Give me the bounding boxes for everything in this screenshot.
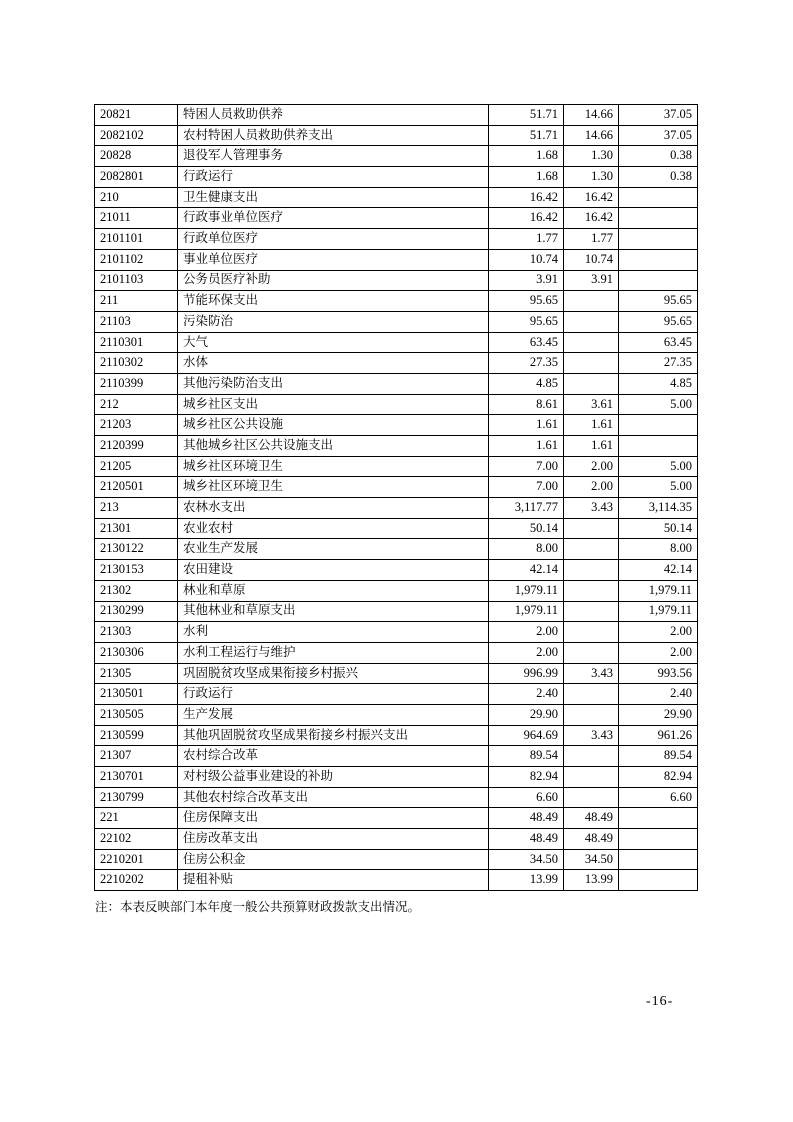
- cell-amount-basic: 1.61: [564, 415, 619, 436]
- cell-budget-code: 221: [95, 808, 178, 829]
- cell-budget-code: 213: [95, 498, 178, 519]
- table-row: [95, 808, 698, 829]
- cell-item-name: 公务员医疗补助: [178, 270, 489, 291]
- cell-item-name: 退役军人管理事务: [178, 146, 489, 167]
- budget-table-container: [94, 104, 698, 891]
- cell-item-name: 林业和草原: [178, 580, 489, 601]
- cell-amount-basic: [564, 622, 619, 643]
- cell-amount-basic: 10.74: [564, 249, 619, 270]
- cell-amount-basic: 3.91: [564, 270, 619, 291]
- cell-amount-project: 50.14: [619, 518, 698, 539]
- cell-item-name: 提租补贴: [178, 870, 489, 891]
- cell-budget-code: 21301: [95, 518, 178, 539]
- cell-amount-project: [619, 870, 698, 891]
- cell-amount-basic: 48.49: [564, 808, 619, 829]
- cell-amount-total: 4.85: [489, 373, 564, 394]
- cell-amount-total: 10.74: [489, 249, 564, 270]
- cell-budget-code: 2120399: [95, 436, 178, 457]
- cell-amount-basic: 2.00: [564, 477, 619, 498]
- cell-budget-code: 2210201: [95, 849, 178, 870]
- cell-amount-total: 27.35: [489, 353, 564, 374]
- cell-item-name: 行政运行: [178, 684, 489, 705]
- cell-amount-basic: 16.42: [564, 208, 619, 229]
- cell-amount-total: 8.00: [489, 539, 564, 560]
- cell-amount-project: 0.38: [619, 167, 698, 188]
- cell-amount-total: 13.99: [489, 870, 564, 891]
- cell-amount-project: 37.05: [619, 105, 698, 126]
- cell-item-name: 城乡社区公共设施: [178, 415, 489, 436]
- cell-amount-basic: [564, 332, 619, 353]
- cell-amount-total: 1.61: [489, 436, 564, 457]
- cell-item-name: 事业单位医疗: [178, 249, 489, 270]
- cell-amount-basic: [564, 580, 619, 601]
- cell-budget-code: 2120501: [95, 477, 178, 498]
- cell-amount-total: 51.71: [489, 105, 564, 126]
- cell-budget-code: 2101101: [95, 229, 178, 250]
- table-row: [95, 436, 698, 457]
- cell-budget-code: 21205: [95, 456, 178, 477]
- cell-amount-total: 50.14: [489, 518, 564, 539]
- cell-amount-basic: 3.43: [564, 663, 619, 684]
- table-row: [95, 373, 698, 394]
- cell-amount-basic: [564, 704, 619, 725]
- table-row: [95, 580, 698, 601]
- table-row: [95, 746, 698, 767]
- cell-amount-total: 3,117.77: [489, 498, 564, 519]
- table-row: [95, 539, 698, 560]
- table-row: [95, 125, 698, 146]
- cell-amount-basic: [564, 767, 619, 788]
- cell-budget-code: 21307: [95, 746, 178, 767]
- cell-amount-total: 34.50: [489, 849, 564, 870]
- cell-amount-basic: [564, 311, 619, 332]
- cell-amount-basic: [564, 518, 619, 539]
- table-row: [95, 415, 698, 436]
- cell-amount-project: [619, 249, 698, 270]
- table-row: [95, 456, 698, 477]
- table-row: [95, 394, 698, 415]
- cell-budget-code: 21305: [95, 663, 178, 684]
- cell-amount-total: 1.68: [489, 146, 564, 167]
- cell-item-name: 住房改革支出: [178, 829, 489, 850]
- cell-amount-basic: 16.42: [564, 187, 619, 208]
- table-row: [95, 870, 698, 891]
- cell-amount-project: 1,979.11: [619, 601, 698, 622]
- cell-amount-project: 95.65: [619, 311, 698, 332]
- cell-amount-total: 996.99: [489, 663, 564, 684]
- cell-amount-project: 29.90: [619, 704, 698, 725]
- cell-amount-basic: 1.77: [564, 229, 619, 250]
- cell-amount-project: 2.00: [619, 642, 698, 663]
- cell-budget-code: 2130153: [95, 560, 178, 581]
- table-row: [95, 704, 698, 725]
- cell-amount-total: 7.00: [489, 456, 564, 477]
- cell-amount-project: 5.00: [619, 394, 698, 415]
- cell-amount-project: [619, 187, 698, 208]
- cell-item-name: 其他农村综合改革支出: [178, 787, 489, 808]
- table-row: [95, 229, 698, 250]
- table-row: [95, 477, 698, 498]
- cell-item-name: 农村特困人员救助供养支出: [178, 125, 489, 146]
- cell-budget-code: 2110399: [95, 373, 178, 394]
- cell-budget-code: 21011: [95, 208, 178, 229]
- cell-amount-project: [619, 849, 698, 870]
- cell-amount-basic: 1.30: [564, 146, 619, 167]
- cell-amount-total: 82.94: [489, 767, 564, 788]
- cell-amount-project: 2.40: [619, 684, 698, 705]
- cell-amount-basic: 3.61: [564, 394, 619, 415]
- cell-amount-total: 8.61: [489, 394, 564, 415]
- cell-amount-basic: 14.66: [564, 105, 619, 126]
- cell-amount-project: 961.26: [619, 725, 698, 746]
- cell-item-name: 巩固脱贫攻坚成果衔接乡村振兴: [178, 663, 489, 684]
- cell-budget-code: 211: [95, 291, 178, 312]
- cell-amount-project: 2.00: [619, 622, 698, 643]
- cell-amount-project: 95.65: [619, 291, 698, 312]
- cell-budget-code: 2130701: [95, 767, 178, 788]
- cell-budget-code: 21303: [95, 622, 178, 643]
- cell-amount-project: 5.00: [619, 456, 698, 477]
- cell-amount-project: 27.35: [619, 353, 698, 374]
- cell-amount-project: 993.56: [619, 663, 698, 684]
- cell-item-name: 住房保障支出: [178, 808, 489, 829]
- cell-amount-basic: 2.00: [564, 456, 619, 477]
- cell-amount-total: 48.49: [489, 808, 564, 829]
- cell-amount-basic: 14.66: [564, 125, 619, 146]
- table-row: [95, 353, 698, 374]
- cell-amount-basic: [564, 787, 619, 808]
- cell-budget-code: 2101102: [95, 249, 178, 270]
- cell-amount-basic: [564, 539, 619, 560]
- cell-budget-code: 2082102: [95, 125, 178, 146]
- cell-amount-basic: 1.61: [564, 436, 619, 457]
- cell-amount-basic: [564, 353, 619, 374]
- cell-amount-project: 8.00: [619, 539, 698, 560]
- table-row: [95, 601, 698, 622]
- cell-amount-basic: [564, 746, 619, 767]
- cell-amount-total: 95.65: [489, 291, 564, 312]
- table-row: [95, 167, 698, 188]
- cell-amount-basic: [564, 601, 619, 622]
- table-row: [95, 622, 698, 643]
- cell-amount-total: 48.49: [489, 829, 564, 850]
- cell-budget-code: 2210202: [95, 870, 178, 891]
- cell-item-name: 其他巩固脱贫攻坚成果衔接乡村振兴支出: [178, 725, 489, 746]
- cell-amount-basic: 48.49: [564, 829, 619, 850]
- cell-item-name: 水体: [178, 353, 489, 374]
- table-note: 注：本表反映部门本年度一般公共预算财政拨款支出情况。: [95, 900, 421, 914]
- table-row: [95, 498, 698, 519]
- cell-item-name: 水利工程运行与维护: [178, 642, 489, 663]
- cell-item-name: 农业生产发展: [178, 539, 489, 560]
- cell-item-name: 其他城乡社区公共设施支出: [178, 436, 489, 457]
- cell-item-name: 住房公积金: [178, 849, 489, 870]
- cell-amount-project: 3,114.35: [619, 498, 698, 519]
- cell-amount-project: 89.54: [619, 746, 698, 767]
- cell-budget-code: 2130306: [95, 642, 178, 663]
- table-row: [95, 560, 698, 581]
- cell-amount-basic: 3.43: [564, 725, 619, 746]
- cell-amount-project: 42.14: [619, 560, 698, 581]
- cell-amount-project: 63.45: [619, 332, 698, 353]
- cell-budget-code: 2082801: [95, 167, 178, 188]
- cell-amount-total: 63.45: [489, 332, 564, 353]
- cell-budget-code: 21203: [95, 415, 178, 436]
- table-row: [95, 684, 698, 705]
- cell-item-name: 农林水支出: [178, 498, 489, 519]
- table-row: [95, 849, 698, 870]
- cell-amount-total: 7.00: [489, 477, 564, 498]
- table-row: [95, 208, 698, 229]
- cell-amount-project: [619, 208, 698, 229]
- cell-amount-total: 51.71: [489, 125, 564, 146]
- table-row: [95, 663, 698, 684]
- cell-item-name: 大气: [178, 332, 489, 353]
- cell-budget-code: 2130501: [95, 684, 178, 705]
- cell-amount-basic: 3.43: [564, 498, 619, 519]
- cell-amount-project: 37.05: [619, 125, 698, 146]
- cell-amount-basic: [564, 373, 619, 394]
- cell-item-name: 城乡社区支出: [178, 394, 489, 415]
- cell-amount-total: 2.40: [489, 684, 564, 705]
- cell-item-name: 城乡社区环境卫生: [178, 477, 489, 498]
- table-row: [95, 787, 698, 808]
- cell-amount-project: [619, 829, 698, 850]
- budget-table-body: [95, 105, 698, 891]
- table-row: [95, 291, 698, 312]
- cell-amount-total: 2.00: [489, 622, 564, 643]
- cell-amount-total: 2.00: [489, 642, 564, 663]
- cell-amount-basic: [564, 291, 619, 312]
- cell-amount-project: 5.00: [619, 477, 698, 498]
- cell-amount-project: 0.38: [619, 146, 698, 167]
- table-row: [95, 642, 698, 663]
- cell-budget-code: 210: [95, 187, 178, 208]
- cell-amount-basic: 13.99: [564, 870, 619, 891]
- cell-item-name: 水利: [178, 622, 489, 643]
- cell-amount-project: 82.94: [619, 767, 698, 788]
- cell-amount-project: [619, 270, 698, 291]
- table-row: [95, 105, 698, 126]
- table-row: [95, 518, 698, 539]
- cell-amount-basic: [564, 684, 619, 705]
- cell-amount-total: 964.69: [489, 725, 564, 746]
- cell-item-name: 对村级公益事业建设的补助: [178, 767, 489, 788]
- cell-budget-code: 21103: [95, 311, 178, 332]
- cell-amount-project: 4.85: [619, 373, 698, 394]
- cell-amount-project: 1,979.11: [619, 580, 698, 601]
- cell-amount-total: 95.65: [489, 311, 564, 332]
- table-row: [95, 332, 698, 353]
- cell-budget-code: 20828: [95, 146, 178, 167]
- cell-amount-project: 6.60: [619, 787, 698, 808]
- cell-amount-basic: 1.30: [564, 167, 619, 188]
- cell-amount-total: 1.61: [489, 415, 564, 436]
- table-row: [95, 767, 698, 788]
- page-number: -16-: [646, 994, 674, 1009]
- cell-amount-total: 16.42: [489, 187, 564, 208]
- cell-budget-code: 2130799: [95, 787, 178, 808]
- cell-amount-project: [619, 436, 698, 457]
- cell-item-name: 卫生健康支出: [178, 187, 489, 208]
- cell-budget-code: 2110301: [95, 332, 178, 353]
- cell-budget-code: 2101103: [95, 270, 178, 291]
- table-row: [95, 187, 698, 208]
- cell-item-name: 农田建设: [178, 560, 489, 581]
- budget-table: [94, 104, 698, 891]
- cell-item-name: 其他林业和草原支出: [178, 601, 489, 622]
- cell-amount-total: 1,979.11: [489, 580, 564, 601]
- cell-item-name: 其他污染防治支出: [178, 373, 489, 394]
- cell-budget-code: 2130599: [95, 725, 178, 746]
- table-row: [95, 146, 698, 167]
- cell-amount-total: 16.42: [489, 208, 564, 229]
- cell-amount-total: 1.68: [489, 167, 564, 188]
- cell-amount-total: 3.91: [489, 270, 564, 291]
- cell-amount-project: [619, 229, 698, 250]
- cell-amount-project: [619, 808, 698, 829]
- cell-item-name: 行政事业单位医疗: [178, 208, 489, 229]
- cell-budget-code: 2130299: [95, 601, 178, 622]
- table-row: [95, 725, 698, 746]
- table-row: [95, 270, 698, 291]
- table-row: [95, 249, 698, 270]
- cell-amount-total: 1,979.11: [489, 601, 564, 622]
- cell-item-name: 节能环保支出: [178, 291, 489, 312]
- cell-item-name: 农村综合改革: [178, 746, 489, 767]
- cell-budget-code: 22102: [95, 829, 178, 850]
- cell-item-name: 城乡社区环境卫生: [178, 456, 489, 477]
- cell-item-name: 污染防治: [178, 311, 489, 332]
- cell-budget-code: 2130505: [95, 704, 178, 725]
- cell-item-name: 特困人员救助供养: [178, 105, 489, 126]
- cell-budget-code: 20821: [95, 105, 178, 126]
- cell-amount-total: 89.54: [489, 746, 564, 767]
- cell-amount-basic: [564, 560, 619, 581]
- cell-amount-total: 1.77: [489, 229, 564, 250]
- cell-item-name: 生产发展: [178, 704, 489, 725]
- cell-budget-code: 2110302: [95, 353, 178, 374]
- cell-item-name: 行政单位医疗: [178, 229, 489, 250]
- cell-budget-code: 212: [95, 394, 178, 415]
- cell-amount-basic: 34.50: [564, 849, 619, 870]
- cell-amount-project: [619, 415, 698, 436]
- cell-amount-basic: [564, 642, 619, 663]
- cell-amount-total: 6.60: [489, 787, 564, 808]
- cell-budget-code: 2130122: [95, 539, 178, 560]
- table-row: [95, 311, 698, 332]
- cell-budget-code: 21302: [95, 580, 178, 601]
- cell-amount-total: 29.90: [489, 704, 564, 725]
- cell-item-name: 农业农村: [178, 518, 489, 539]
- cell-item-name: 行政运行: [178, 167, 489, 188]
- cell-amount-total: 42.14: [489, 560, 564, 581]
- table-row: [95, 829, 698, 850]
